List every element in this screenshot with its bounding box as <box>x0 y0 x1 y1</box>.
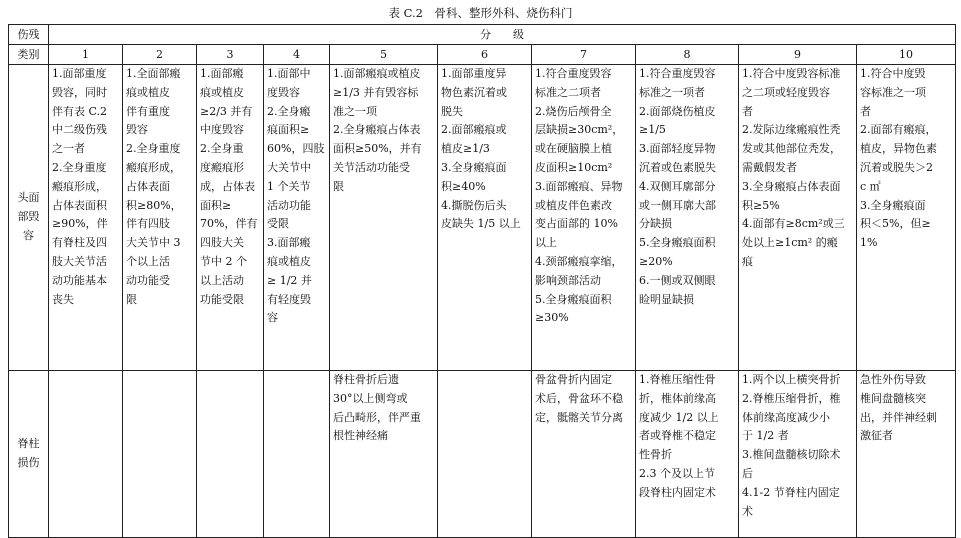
criteria-text-line: 4.1-2 节脊柱内固定 <box>742 485 840 499</box>
grade-header-4: 4 <box>264 45 330 65</box>
criteria-cell-grade-6 <box>438 65 532 371</box>
criteria-text-line: ≥1/3 并有毁容标 <box>333 85 419 99</box>
criteria-text-line: ≥20% <box>639 254 673 268</box>
criteria-text-line: 积＜5%，但≥ <box>860 217 931 231</box>
criteria-text-line: 2.发际边缘瘢痕性秃 <box>742 123 841 137</box>
criteria-text-line: 1% <box>860 236 878 250</box>
criteria-text-line: 1.面部瘢痕或植皮 <box>333 67 421 80</box>
criteria-text-line: c ㎡ <box>860 179 881 193</box>
criteria-text-line: ≥90%，伴 <box>52 217 108 231</box>
criteria-text-line: 丧失 <box>52 292 74 306</box>
criteria-text-line: 4.颈部瘢痕挛缩， <box>535 254 623 268</box>
criteria-text-line: 以上 <box>535 236 557 250</box>
criteria-cell-grade-1 <box>49 371 123 538</box>
row-category-line: 脊柱 <box>17 437 40 451</box>
criteria-text-line: 2.面部瘢痕或 <box>441 123 507 137</box>
criteria-text-line: 术后，骨盆环不稳 <box>535 391 623 405</box>
grade-header-9: 9 <box>739 45 857 65</box>
criteria-text-line: 度毁容 <box>267 85 300 99</box>
criteria-text-line: 节中 2 个 <box>200 254 247 268</box>
criteria-cell-grade-6 <box>438 371 532 538</box>
criteria-cell-grade-10 <box>857 371 956 538</box>
criteria-text-line: ≥30% <box>535 311 569 325</box>
criteria-text-line: 6.一侧或双侧眼 <box>639 273 716 287</box>
grade-header-6: 6 <box>438 45 532 65</box>
criteria-text-line: 占体表面积 <box>52 198 107 212</box>
criteria-text-line: 以上活动 <box>200 273 244 287</box>
criteria-text-line: 1.面部中 <box>267 67 311 80</box>
criteria-text-line: 植皮≥1/3 <box>441 142 490 156</box>
criteria-text-line: 睑明显缺损 <box>639 292 694 306</box>
criteria-text-line: 动功能受 <box>126 273 170 287</box>
criteria-text-line: 关节活动功能受 <box>333 160 410 174</box>
header-row-grades <box>9 45 956 65</box>
criteria-text-line: 痕面积≥ <box>267 123 310 137</box>
grading-header: 分 级 <box>49 25 956 45</box>
criteria-text-line: 1.符合中度毁 <box>860 67 926 80</box>
criteria-text-line: 容 <box>267 311 278 325</box>
row-category-line: 部毁 <box>17 210 40 224</box>
criteria-text-line: 积≥80%， <box>126 198 182 212</box>
criteria-text-line: 大关节中 <box>267 160 311 174</box>
criteria-cell-grade-8 <box>636 371 739 538</box>
grade-header-3: 3 <box>197 45 264 65</box>
criteria-text-line: 1.面部重度异 <box>441 67 507 80</box>
criteria-text-line: 度瘢痕形 <box>200 160 244 174</box>
criteria-cell-grade-5 <box>330 65 438 371</box>
table-row-facial-disfigurement <box>9 65 956 371</box>
criteria-text-line: 折，椎体前缘高 <box>639 391 716 405</box>
criteria-text-line: 占体表面 <box>126 179 170 193</box>
criteria-text-line: 性骨折 <box>639 448 672 462</box>
criteria-text-line: 痕或植皮 <box>200 85 244 99</box>
grade-header-1: 1 <box>49 45 123 65</box>
criteria-text-line: 标准之二项者 <box>535 85 601 99</box>
criteria-text-line: 后 <box>742 466 753 480</box>
criteria-text-line: 2.全身瘢痕占体表 <box>333 123 421 137</box>
criteria-text-line: 2.全身瘢 <box>267 104 311 118</box>
criteria-text-line: 2.全身重 <box>200 142 244 156</box>
grade-header-7: 7 <box>532 45 636 65</box>
criteria-text-line: 激征者 <box>860 429 893 443</box>
grade-header-10: 10 <box>857 45 956 65</box>
criteria-text-line: 痕或植皮 <box>267 254 311 268</box>
criteria-text-line: 者或脊椎不稳定 <box>639 429 716 443</box>
criteria-text-line: 3.椎间盘髓核切除术 <box>742 448 841 462</box>
criteria-text-line: 沉着或脱失＞2 <box>860 160 933 174</box>
criteria-text-line: 1.面部瘢 <box>200 67 244 80</box>
criteria-text-line: 脊柱骨折后遗 <box>333 373 399 386</box>
criteria-cell-grade-8 <box>636 65 739 371</box>
criteria-text-line: 有脊柱及四 <box>52 236 107 250</box>
criteria-text-line: 定，骶髂关节分离 <box>535 410 623 424</box>
criteria-text-line: 根性神经痛 <box>333 429 388 443</box>
criteria-text-line: 5.全身瘢痕面积 <box>535 292 612 306</box>
criteria-text-line: 面积≥50%，并有 <box>333 142 422 156</box>
criteria-text-line: 4.面部有≥8cm²或三 <box>742 217 845 231</box>
criteria-text-line: 1.符合中度毁容标准 <box>742 67 841 80</box>
criteria-text-line: 中度毁容 <box>200 123 244 137</box>
row-category-line: 容 <box>23 228 34 242</box>
criteria-text-line: 肢大关节活 <box>52 254 107 268</box>
category-header-top: 伤残 <box>9 25 49 45</box>
table-caption: 表 C.2 骨科、整形外科、烧伤科门 <box>388 6 573 20</box>
criteria-text-line: 植皮，异物色素 <box>860 142 937 156</box>
criteria-cell-grade-5 <box>330 371 438 538</box>
criteria-text-line: 2.面部有瘢痕， <box>860 123 937 137</box>
criteria-text-line: 段脊柱内固定术 <box>639 485 716 499</box>
criteria-text-line: 动功能基本 <box>52 273 107 287</box>
criteria-text-line: 需戴假发者 <box>742 160 797 174</box>
criteria-text-line: 功能受限 <box>200 292 244 306</box>
criteria-text-line: 或在硬脑膜上植 <box>535 142 612 156</box>
grade-header-2: 2 <box>123 45 197 65</box>
criteria-cell-grade-3 <box>197 65 264 371</box>
criteria-text-line: 瘢痕形成， <box>52 179 107 193</box>
criteria-text-line: 或一侧耳廓大部 <box>639 198 716 212</box>
criteria-text-line: 面积≥ <box>200 198 232 212</box>
criteria-text-line: 限 <box>333 179 344 193</box>
criteria-text-line: 大关节中 3 <box>126 236 181 250</box>
criteria-text-line: 2.3 个及以上节 <box>639 466 715 480</box>
criteria-text-line: 出，并伴神经刺 <box>860 410 937 424</box>
row-category-facial-disfigurement <box>9 65 49 371</box>
criteria-text-line: 2.烧伤后颅骨全 <box>535 104 612 118</box>
criteria-text-line: ≥1/5 <box>639 123 666 137</box>
criteria-text-line: 2.面部烧伤植皮 <box>639 104 716 118</box>
criteria-text-line: 痕 <box>742 254 753 268</box>
criteria-text-line: 3.面部瘢痕、异物 <box>535 179 623 193</box>
criteria-text-line: 处以上≥1cm² 的瘢 <box>742 236 838 250</box>
criteria-text-line: 3.全身瘢痕占体表面 <box>742 179 841 193</box>
criteria-text-line: 者 <box>860 104 871 118</box>
criteria-text-line: 层缺损≥30cm²， <box>535 123 624 137</box>
grade-header-8: 8 <box>636 45 739 65</box>
criteria-text-line: 1.面部重度 <box>52 67 107 80</box>
criteria-text-line: 2.全身重度 <box>126 142 181 156</box>
criteria-text-line: 60%，四肢 <box>267 142 325 156</box>
criteria-text-line: 毁容 <box>126 123 148 137</box>
criteria-text-line: 发或其他部位秃发， <box>742 142 841 156</box>
criteria-cell-grade-1 <box>49 65 123 371</box>
criteria-text-line: 1.全面部瘢 <box>126 67 181 80</box>
criteria-text-line: ≥2/3 并有 <box>200 104 253 118</box>
criteria-text-line: 椎间盘髓核突 <box>860 391 926 405</box>
header-row-grading <box>9 25 956 45</box>
criteria-text-line: 4.双侧耳廓部分 <box>639 179 716 193</box>
criteria-text-line: 3.全身瘢痕面 <box>860 198 926 212</box>
criteria-cell-grade-9 <box>739 371 857 538</box>
criteria-text-line: 之一者 <box>52 142 85 156</box>
criteria-text-line: 4.撕脱伤后头 <box>441 198 507 212</box>
criteria-text-line: 成，占体表 <box>200 179 255 193</box>
criteria-text-line: 度减少 1/2 以上 <box>639 410 719 424</box>
criteria-text-line: 瘢痕形成， <box>126 160 181 174</box>
criteria-text-line: 1 个关节 <box>267 179 311 193</box>
criteria-text-line: 沉着或色素脱失 <box>639 160 716 174</box>
criteria-text-line: 受限 <box>267 217 289 231</box>
criteria-text-line: 皮缺失 1/5 以上 <box>441 217 521 231</box>
criteria-text-line: 容标准之一项 <box>860 85 926 99</box>
criteria-text-line: 于 1/2 者 <box>742 429 789 443</box>
criteria-text-line: 2.全身重度 <box>52 160 107 174</box>
criteria-text-line: 皮面积≥10cm² <box>535 160 613 174</box>
criteria-text-line: 影响颈部活动 <box>535 273 601 287</box>
criteria-text-line: 变占面部的 10% <box>535 217 618 231</box>
criteria-text-line: ≥ 1/2 并 <box>267 273 312 287</box>
criteria-cell-grade-2 <box>123 371 197 538</box>
criteria-text-line: 1.两个以上横突骨折 <box>742 373 841 386</box>
row-category-line: 头面 <box>17 191 40 205</box>
criteria-cell-grade-10 <box>857 65 956 371</box>
criteria-cell-grade-4 <box>264 371 330 538</box>
grade-header-5: 5 <box>330 45 438 65</box>
criteria-text-line: 活动功能 <box>267 198 311 212</box>
criteria-text-line: 限 <box>126 292 137 306</box>
criteria-text-line: 痕或植皮 <box>126 85 170 99</box>
criteria-text-line: 毁容，同时 <box>52 85 107 99</box>
criteria-text-line: 之二项或轻度毁容 <box>742 85 830 99</box>
criteria-text-line: 积≥40% <box>441 179 486 193</box>
criteria-text-line: 急性外伤导致 <box>860 373 926 386</box>
criteria-text-line: 积≥5% <box>742 198 780 212</box>
criteria-text-line: 1.符合重度毁容 <box>639 67 716 80</box>
criteria-text-line: 术 <box>742 504 753 518</box>
criteria-cell-grade-7 <box>532 65 636 371</box>
criteria-cell-grade-4 <box>264 65 330 371</box>
criteria-text-line: 3.全身瘢痕面 <box>441 160 507 174</box>
criteria-text-line: 伴有重度 <box>126 104 170 118</box>
criteria-text-line: 骨盆骨折内固定 <box>535 373 612 386</box>
criteria-text-line: 四肢大关 <box>200 236 244 250</box>
criteria-cell-grade-7 <box>532 371 636 538</box>
criteria-text-line: 者 <box>742 104 753 118</box>
criteria-cell-grade-2 <box>123 65 197 371</box>
criteria-text-line: 70%，伴有 <box>200 217 258 231</box>
criteria-cell-grade-3 <box>197 371 264 538</box>
criteria-cell-grade-9 <box>739 65 857 371</box>
row-category-line: 损伤 <box>17 456 40 469</box>
criteria-text-line: 或植皮伴色素改 <box>535 198 612 212</box>
criteria-text-line: 脱失 <box>441 104 463 118</box>
criteria-text-line: 5.全身瘢痕面积 <box>639 236 716 250</box>
criteria-text-line: 准之一项 <box>333 104 377 118</box>
disability-grading-table <box>8 24 956 538</box>
criteria-text-line: 标准之一项者 <box>639 85 705 99</box>
criteria-text-line: 30°以上侧弯或 <box>333 391 408 405</box>
criteria-text-line: 伴有表 C.2 <box>52 104 108 118</box>
criteria-text-line: 3.面部轻度异物 <box>639 142 716 156</box>
table-row-spinal-injury <box>9 371 956 538</box>
criteria-text-line: 伴有四肢 <box>126 217 170 231</box>
criteria-text-line: 有轻度毁 <box>267 292 311 306</box>
criteria-text-line: 分缺损 <box>639 217 672 231</box>
row-category-spinal-injury <box>9 371 49 538</box>
criteria-text-line: 个以上活 <box>126 254 170 268</box>
criteria-text-line: 2.脊椎压缩骨折，椎 <box>742 391 841 405</box>
criteria-text-line: 中二级伤残 <box>52 123 107 137</box>
criteria-text-line: 1.脊椎压缩性骨 <box>639 373 716 386</box>
criteria-text-line: 体前缘高度减少小 <box>742 410 830 424</box>
criteria-text-line: 1.符合重度毁容 <box>535 67 612 80</box>
category-header-bottom: 类别 <box>9 45 49 65</box>
criteria-text-line: 后凸畸形，伴严重 <box>333 410 421 424</box>
criteria-text-line: 3.面部瘢 <box>267 236 311 250</box>
criteria-text-line: 物色素沉着或 <box>441 85 507 99</box>
